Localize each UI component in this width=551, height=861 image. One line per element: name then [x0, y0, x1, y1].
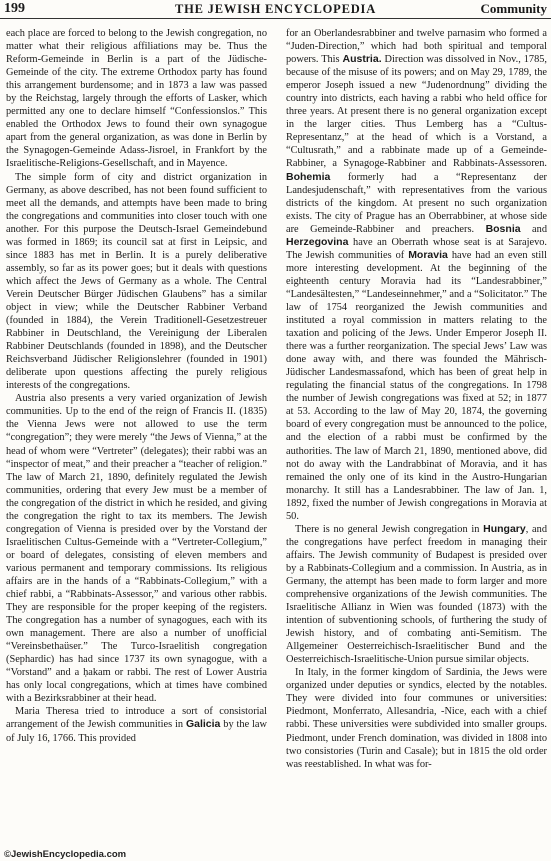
- running-title: THE JEWISH ENCYCLOPEDIA: [174, 2, 377, 16]
- paragraph-text: There is no general Jewish congregation in: [295, 523, 484, 535]
- heading-herzegovina: Herzegovina: [286, 235, 349, 248]
- paragraph-text: formerly had a “Representanz der Landesjudenschaft,” with representatives from the various districts of the kingdom. At present no such organization exists. The city of Prague has an Oberrabbiner, at whose side are Gemeinde-Rabbiner and preachers.: [286, 171, 547, 235]
- heading-galicia: Galicia: [185, 718, 221, 731]
- running-header: [0, 0, 551, 19]
- left-column: [6, 27, 267, 847]
- right-column: [286, 27, 547, 847]
- heading-moravia: Moravia: [408, 248, 448, 261]
- paragraph-text: have had an even still more interesting development. At the beginning of the eighteenth century Moravia had its “Landesrabbiner,” “Landesältesten,” “Landeseinnehmer,” and a “Solicitator.” The law of 1754 reorganized the Jewish communities and instituted a royal commission in matters relating to the taxation and policing of the Jews. Under Emperor Joseph II. there was a further reorganization. The special Jews’ Law was done away with, and there was founded the Mährisch-Jüdischer Landesmassafond, which has been of great help in regulating the financial status of the congregations. In 1798 the number of Jewish congregations was fixed at 52; in 1877 at 53. According to the law of May 20, 1874, the governing board of every congregation must be announced to the police, and the election of a rabbi must be confirmed by the authorities. The law of March 21, 1890, mentioned above, did not do away with the Landrabbinat of Moravia, and it has remained the only one of its kind in the Austro-Hungarian monarchy. It still has a Landesrabbiner. The law of Jan. 1, 1892, fixed the number of Jewish congregations in Moravia at 50.: [286, 249, 547, 522]
- paragraph-text: and: [520, 223, 547, 235]
- heading-bosnia: Bosnia: [485, 222, 521, 235]
- paragraph: [6, 705, 267, 744]
- section-title: Community: [480, 1, 547, 16]
- heading-bohemia: Bohemia: [286, 170, 331, 183]
- paragraph-text: Maria Theresa tried to introduce a sort of consistorial arrangement of the Jewish communities in: [6, 706, 267, 731]
- paragraph-text: have an Oberrath whose seat is at Sarajevo. The Jewish communities of: [286, 236, 547, 261]
- paragraph: [286, 523, 547, 667]
- paragraph: Austria also presents a very varied organization of Jewish communities. Up to the end of the reign of Francis II. (1835) the Vienna Jews were not allowed to use the term “congregation”; they were merely “the Jews of Vienna,” at the head of whom were “Vertreter” (delegates); their rabbi was an “inspector of meat,” and their preacher a “teacher of religion.” The law of March 21, 1890, definitely regulated the Jewish communities, ordering that every Jew must be a member of the congregation of the district in which he resided, and giving the congregation the right to tax its members. The Jewish congregation of Vienna is presided over by the Vorstand der Israelitischen Cultus-Gemeinde with a “Vertreter-Collegium,” or board of delegates, consisting of eleven members and various permanent and temporary commissions. Its religious affairs are in the hands of a “Rabbinats-Collegium,” with a chief rabbi, a “Rabbinats-Assessor,” and various other rabbis. They are responsible for the proper keeping of the registers. The congregation has a number of synagogues, each with its own management. There are also a number of unofficial “Vereinsbethaüser.” The Turco-Israelitish congregation (Sephardic) has had since 1737 its own synagogue, with a “Vorstand” and a ḥakam or rabbi. The rest of Lower Austria has only local congregations, which at times have combined with a Bezirksrabbiner at their head.: [6, 393, 267, 705]
- paragraph: The simple form of city and district organization in Germany, as above described, has not been found sufficient to meet all the demands, and attempts have been made to bring the congregations and communities into closer touch with one another. For this purpose the Deutsch-Israel Gemeindebund was formed in 1869; its council sat at first in Leipsic, and since 1883 has met in Berlin. It is a purely deliberative assembly, so far as its power goes; but it deals with questions which affect the Jews of Germany as a whole. The Central Verein Deutscher Bürger Jüdischen Glaubens” has a similar object in view; while the Deutscher Rabbiner Verband (founded in 1884), the Verein Traditionell-Gesetzestreuer Rabbiner in Deutschland, the Vereinigung der Liberalen Rabbiner Deutschlands (founded in 1898), and the Deutscher Reichsverband Jüdischer Religionslehrer (founded in 1901) deliberate upon questions affecting the purely religious interests of the congregations.: [6, 171, 267, 392]
- heading-hungary: Hungary: [483, 522, 526, 535]
- paragraph: each place are forced to belong to the Jewish congregation, no matter what their religious affiliations may be. Thus the Reform-Gemeinde in Berlin is a part of the Jüdische-Gemeinde of the city. The extreme Orthodox party has found this arrangement burdensome; and in 1873 a law was passed by the Reichstag, largely through the efforts of Lasker, which permitted any one to declare himself “Confessionslos.” This enabled the Orthodox Jews to found their own synagogue apart from the general organization, as was done in Berlin by the Synagogen-Gemeinde Adass-Jisroel, in Frankfort by the Israelitische-Religions-Gesellschaft, and in Mayence.: [6, 28, 267, 170]
- paragraph: In Italy, in the former kingdom of Sardinia, the Jews were organized under deputies or syndics, elected by the notables. They were divided into four communes or universities: Piedmont, Monferrato, Allesandria, -Nice, each with a chief rabbi. These universities were subdivided into smaller groups. Piedmont, under French domination, was divided in 1808 into two consistories (Turin and Casale); but in 1815 the old order was reestablished. In what was for-: [286, 667, 547, 770]
- paragraph-text: for an Oberlandesrabbiner and twelve parnasim who formed a “Juden-Direction,” which had both spiritual and temporal powers. This: [286, 28, 547, 66]
- paragraph-text: by the law of July 16, 1766. This provided: [6, 719, 267, 744]
- page-number: 199: [4, 1, 25, 16]
- paragraph: [286, 27, 547, 523]
- paragraph-text: , and the congregations have perfect freedom in managing their affairs. The Jewish community of Budapest is presided over by a Rabbinats-Collegium and a commission. In Austria, as in Germany, the attempt has been made to form larger and more comprehensive organizations of the Jewish communities. The Israelitische Allianz in Wien was founded (1873) with the intention of subventioning schools, of furthering the study of Jewish history, and of combating anti-Semitism. The Allgemeiner Oesterreichisch-Israelitischer Bund and the Oesterreichisch-Israelitische-Union pursue similar objects.: [286, 523, 547, 666]
- margin-heading-austria: Austria.: [342, 53, 382, 66]
- paragraph-text: Direction was dissolved in Nov., 1785, because of the misuse of its powers; and on May 29, 1789, the emperor Joseph issued a new “Judenordnung” dividing the country into districts, each having a rabbi who held office for three years. At present there is no general organization except in the larger cities. Thus Lemberg has a “Cultus-Representanz,” at the head of which is a Vorstand, a “Cultusrath,” and a rabbinate made up of a Gemeinde-Rabbiner, a Synagoge-Rabbiner and Rabbinats-Assessoren.: [286, 54, 547, 170]
- footer-credit: ©JewishEncyclopedia.com: [4, 849, 127, 860]
